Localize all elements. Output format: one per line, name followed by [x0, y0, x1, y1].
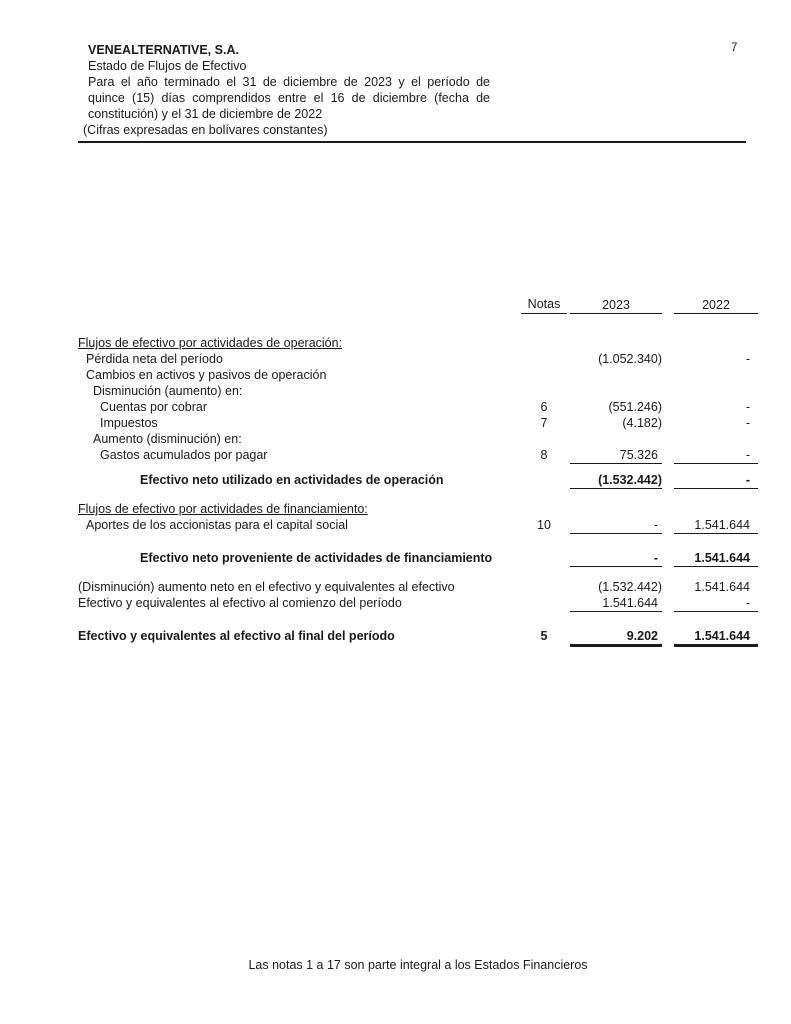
value-2023: 1.541.644: [602, 596, 658, 610]
value-2023: (551.246): [608, 400, 662, 414]
cash-flow-table: [78, 296, 758, 645]
row-label: Cambios en activos y pasivos de operación: [86, 368, 327, 382]
row-label-cell: [78, 501, 518, 517]
row-label-cell: [78, 415, 518, 431]
value-2022-cell: [674, 550, 758, 567]
row-label-cell: [78, 628, 518, 644]
value-2023-cell: [570, 383, 662, 399]
value-2023-cell: [570, 335, 662, 351]
value-2023-cell: [570, 367, 662, 383]
value-2022-cell: [674, 351, 758, 367]
table-header-row: [78, 296, 758, 314]
row-spacer: [78, 534, 758, 550]
value-2022-cell: [674, 367, 758, 383]
header-divider: [78, 141, 746, 143]
row-label: Aportes de los accionistas para el capital social: [86, 518, 348, 532]
value-2023: (1.532.442): [598, 580, 662, 594]
value-2023-cell: [570, 447, 662, 464]
nota-cell: 7: [540, 416, 548, 430]
period-line-2: quince (15) días comprendidos entre el 16 de diciembre (fecha de: [88, 91, 490, 105]
table-row: [78, 550, 758, 567]
table-row: [78, 628, 758, 645]
value-2023: -: [653, 518, 658, 532]
value-2022-cell: [674, 399, 758, 415]
nota-cell: 10: [537, 518, 551, 532]
value-2022: 1.541.644: [694, 580, 750, 594]
row-spacer: [78, 567, 758, 579]
table-row: [78, 415, 758, 431]
nota-cell: 8: [540, 448, 548, 462]
row-label: Flujos de efectivo por actividades de financiamiento:: [78, 502, 368, 516]
value-2022-cell: [674, 595, 758, 612]
value-2022: -: [745, 473, 750, 487]
value-2023-cell: [570, 501, 662, 517]
table-row: [78, 399, 758, 415]
row-label: Efectivo neto utilizado en actividades de operación: [140, 473, 444, 487]
value-2022: -: [745, 400, 750, 414]
value-2023-cell: [570, 415, 662, 431]
document-header: [78, 42, 758, 143]
value-2022: -: [745, 416, 750, 430]
row-label: Cuentas por cobrar: [100, 400, 208, 414]
value-2022-cell: [674, 517, 758, 534]
year-2023-column-header: [570, 297, 662, 314]
notas-column-label: Notas: [521, 296, 567, 314]
row-label-cell: [78, 447, 518, 463]
value-2022: -: [745, 352, 750, 366]
row-label: Pérdida neta del período: [86, 352, 223, 366]
period-line-3: constitución) y el 31 de diciembre de 2022: [88, 107, 323, 121]
value-2023-cell: [570, 472, 662, 489]
value-2023-cell: [570, 351, 662, 367]
value-2022-cell: [674, 335, 758, 351]
value-2023-cell: [570, 628, 662, 645]
row-label: Impuestos: [100, 416, 158, 430]
row-spacer: [78, 612, 758, 628]
currency-note: (Cifras expresadas en bolívares constantes): [83, 123, 328, 137]
page-content: [78, 42, 758, 972]
row-label-cell: [78, 595, 518, 611]
row-spacer: [78, 464, 758, 472]
row-label-cell: [78, 431, 518, 447]
value-2022: 1.541.644: [694, 518, 750, 532]
table-row: [78, 335, 758, 351]
value-2023: (4.182): [622, 416, 662, 430]
value-2023-cell: [570, 595, 662, 612]
value-2022-cell: [674, 579, 758, 595]
row-label-cell: [78, 367, 518, 383]
row-label-cell: [78, 399, 518, 415]
value-2023-cell: [570, 579, 662, 595]
year-2022-column-label: 2022: [702, 298, 730, 312]
year-2022-column-header: [674, 297, 758, 314]
value-2023-cell: [570, 399, 662, 415]
value-2023: (1.532.442): [598, 473, 662, 487]
statement-title: Estado de Flujos de Efectivo: [88, 59, 247, 73]
row-spacer: [78, 489, 758, 501]
table-row: [78, 383, 758, 399]
row-label-cell: [78, 517, 518, 533]
notas-column-header: [518, 296, 570, 314]
value-2023: 75.326: [619, 448, 658, 462]
row-label: (Disminución) aumento neto en el efectivo y equivalentes al efectivo: [78, 580, 455, 594]
row-label-cell: [78, 579, 518, 595]
value-2022-cell: [674, 501, 758, 517]
footer-note: Las notas 1 a 17 son parte integral a los Estados Financieros: [248, 958, 588, 972]
value-2022-cell: [674, 415, 758, 431]
value-2022-cell: [674, 431, 758, 447]
table-row: [78, 501, 758, 517]
value-2023: -: [653, 551, 658, 565]
value-2022: -: [745, 448, 750, 462]
value-2022: 1.541.644: [694, 551, 750, 565]
row-label: Efectivo y equivalentes al efectivo al comienzo del período: [78, 596, 402, 610]
table-body: [78, 335, 758, 645]
nota-cell: 5: [540, 629, 548, 643]
value-2022-cell: [674, 472, 758, 489]
table-row: [78, 431, 758, 447]
value-2023-cell: [570, 431, 662, 447]
row-label: Aumento (disminución) en:: [93, 432, 242, 446]
table-row: [78, 579, 758, 595]
row-label: Gastos acumulados por pagar: [100, 448, 268, 462]
value-2023: 9.202: [626, 629, 658, 643]
value-2022-cell: [674, 383, 758, 399]
table-row: [78, 367, 758, 383]
year-2023-column-label: 2023: [602, 298, 630, 312]
company-name: VENEALTERNATIVE, S.A.: [88, 43, 239, 57]
value-2022-cell: [674, 628, 758, 645]
row-label-cell: [78, 351, 518, 367]
value-2022-cell: [674, 447, 758, 464]
row-label-cell: [78, 550, 518, 566]
row-label-cell: [78, 383, 518, 399]
row-label: Disminución (aumento) en:: [93, 384, 243, 398]
nota-cell: 6: [540, 400, 548, 414]
period-line-1: Para el año terminado el 31 de diciembre de 2023 y el período de: [88, 75, 490, 89]
row-label-cell: [78, 472, 518, 488]
row-label: Flujos de efectivo por actividades de operación:: [78, 336, 343, 350]
value-2023: (1.052.340): [598, 352, 662, 366]
table-row: [78, 517, 758, 534]
table-row: [78, 351, 758, 367]
value-2023-cell: [570, 550, 662, 567]
value-2022: -: [745, 596, 750, 610]
page-number: 7: [731, 42, 738, 54]
row-label: Efectivo y equivalentes al efectivo al final del período: [78, 629, 395, 643]
table-row: [78, 472, 758, 489]
row-label-cell: [78, 335, 518, 351]
row-label: Efectivo neto proveniente de actividades de financiamiento: [140, 551, 493, 565]
table-row: [78, 595, 758, 612]
value-2022: 1.541.644: [694, 629, 750, 643]
table-row: [78, 447, 758, 464]
value-2023-cell: [570, 517, 662, 534]
